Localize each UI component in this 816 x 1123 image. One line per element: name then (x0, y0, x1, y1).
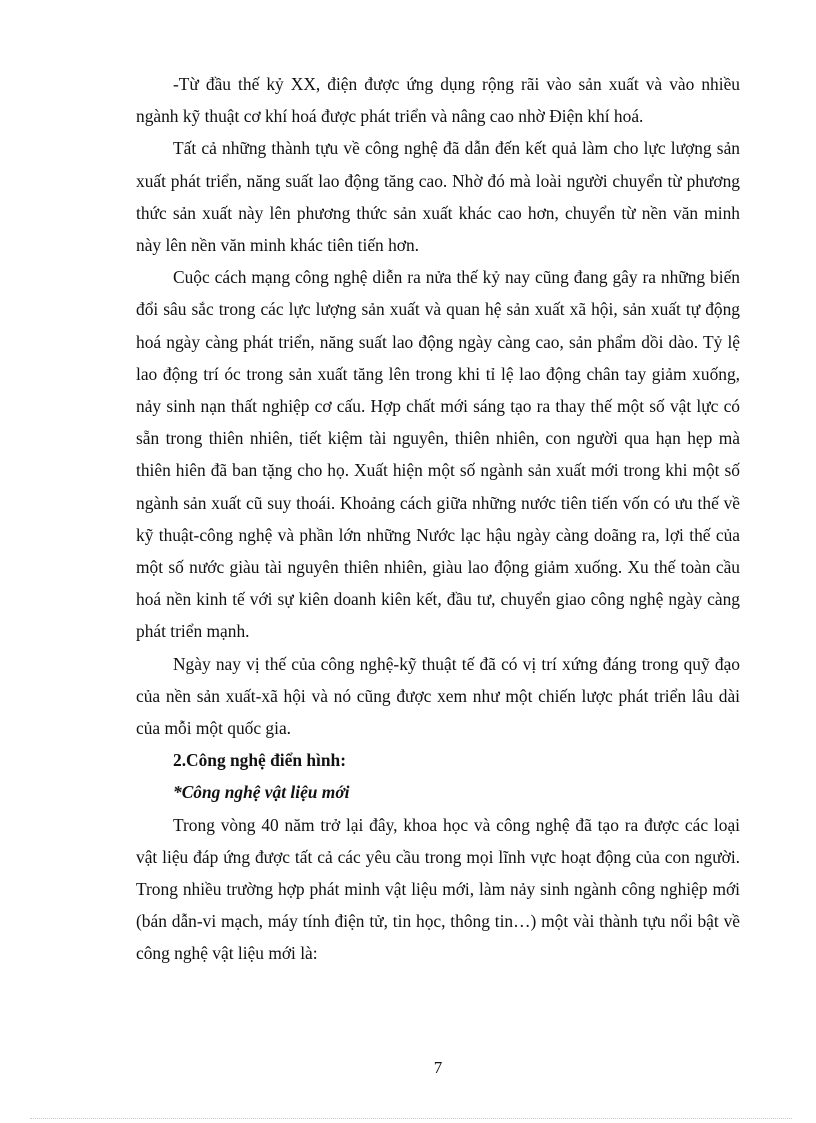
section-heading: 2.Công nghệ điển hình: (173, 750, 346, 771)
document-body (136, 68, 740, 970)
paragraph-new-materials: Trong vòng 40 năm trở lại đây, khoa học và công nghệ đã tạo ra được các loại vật liệu đáp ứng được tất cả các yêu cầu trong mọi lĩnh vực hoạt động của con người. Trong nhiều trường hợp phát minh vật liệu mới, làm nảy sinh ngành công nghiệp mới (bán dẫn-vi mạch, máy tính điện tử, tin học, thông tin…) một vài thành tựu nổi bật về công nghệ vật liệu mới là: (136, 814, 740, 964)
paragraph-technology-revolution: Cuộc cách mạng công nghệ diễn ra nửa thế kỷ nay cũng đang gây ra những biến đổi sâu sắc trong các lực lượng sản xuất và quan hệ sản xuất xã hội, sản xuất tự động hoá ngày càng phát triển, năng suất lao động ngày càng cao, sản phẩm dồi dào. Tỷ lệ lao động trí óc trong sản xuất tăng lên trong khi tỉ lệ lao động chân tay giảm xuống, nảy sinh nạn thất nghiệp cơ cấu. Hợp chất mới sáng tạo ra thay thế một số vật lực có sẵn trong thiên nhiên, tiết kiệm tài nguyên, thiên nhiên, con người qua hạn hẹp mà thiên hiên đã ban tặng cho họ. Xuất hiện một số ngành sản xuất mới trong khi một số ngành sản xuất cũ suy thoái. Khoảng cách giữa những nước tiên tiến vốn có ưu thế về kỹ thuật-công nghệ và phần lớn những Nước lạc hậu ngày càng doãng ra, lợi thế của một số nước giàu tài nguyên thiên nhiên, giàu lao động giảm xuống. Xu thế toàn cầu hoá nền kinh tế với sự kiên doanh kiên kết, đầu tư, chuyển giao công nghệ ngày càng phát triển mạnh. (136, 267, 740, 642)
page-number: 7 (433, 1058, 443, 1077)
paragraph-technology-status: Ngày nay vị thế của công nghệ-kỹ thuật tế đã có vị trí xứng đáng trong quỹ đạo của nền sản xuất-xã hội và nó cũng được xem như một chiến lược phát triển lâu dài của mỗi một quốc gia. (136, 653, 740, 739)
paragraph-electrification: -Từ đầu thế kỷ XX, điện được ứng dụng rộng rãi vào sản xuất và vào nhiều ngành kỹ thuật cơ khí hoá được phát triển và nâng cao nhờ Điện khí hoá. (136, 74, 740, 127)
footer-divider (30, 1118, 792, 1119)
paragraph-achievements: Tất cả những thành tựu về công nghệ đã dẫn đến kết quả làm cho lực lượng sản xuất phát triển, năng suất lao động tăng cao. Nhờ đó mà loài người chuyển từ phương thức sản xuất này lên phương thức sản xuất khác cao hơn, chuyển từ nền văn minh này lên nền văn minh khác tiên tiến hơn. (136, 138, 740, 256)
subsection-heading: *Công nghệ vật liệu mới (173, 782, 350, 803)
